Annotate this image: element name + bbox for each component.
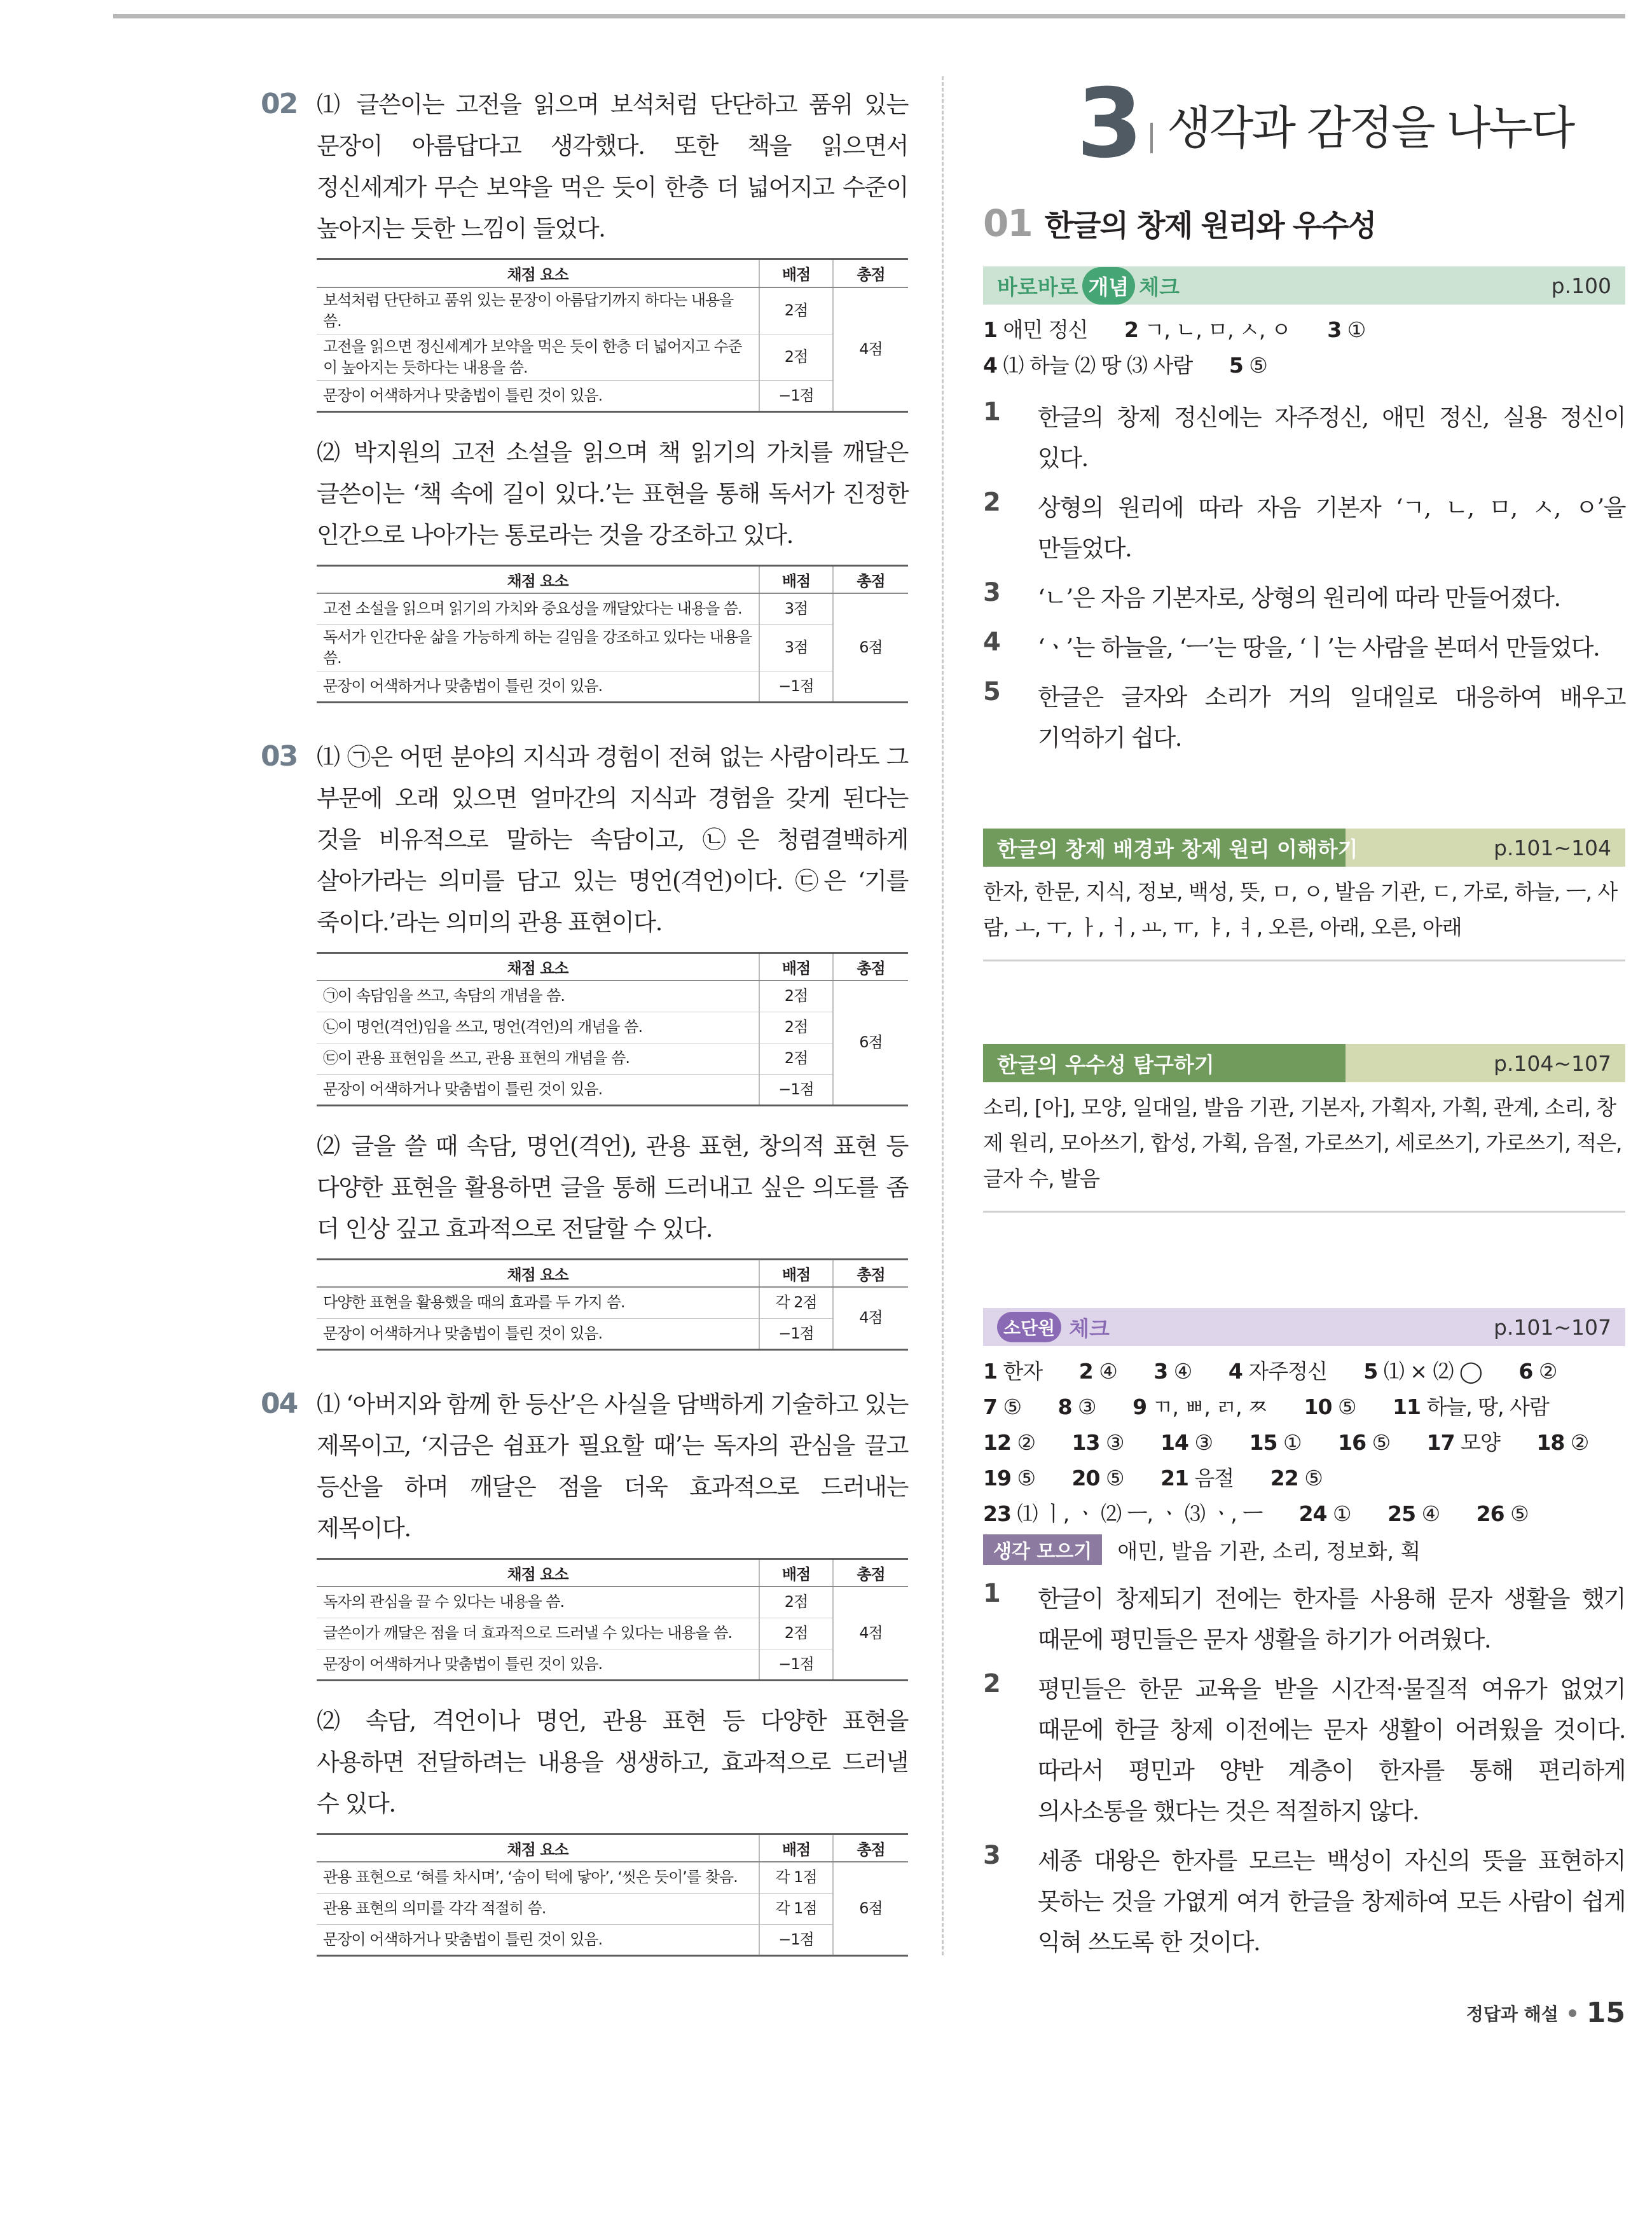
- answer-item: [1132, 1394, 1267, 1419]
- explanation-text: ‘ㄴ’은 자음 기본자로, 상형의 원리에 따라 만들어졌다.: [1038, 584, 1560, 612]
- answer-item: [983, 317, 1087, 342]
- answer-item: [1249, 1430, 1302, 1455]
- answer-number: 18: [1536, 1430, 1565, 1455]
- answer-number: 12: [983, 1430, 1011, 1455]
- scoring-table: 채점 요소 배점 총점 ㉠이 속담임을 쓰고, 속담의 개념을 씀. 2점 6점 ㉡이 명언(격언)임을 쓰고, 명언(격언)의 개념을 씀. 2점 ㉢이 관용 표현임을 쓰고, 관용 표현의 개념을 씀. 2점 문장이 어색하거나 맞춤법이 틀린 것이 있음. −1점: [317, 952, 908, 1106]
- answer-item: [1393, 1394, 1549, 1419]
- answer-text: ①: [1347, 317, 1366, 342]
- top-rule: [113, 14, 1625, 18]
- table-row: 문장이 어색하거나 맞춤법이 틀린 것이 있음. −1점: [317, 1924, 908, 1955]
- page-reference: p.101~107: [1493, 1314, 1611, 1340]
- answer-item: [983, 1430, 1035, 1455]
- topic-bar: 한글의 우수성 탐구하기 p.104~107: [983, 1044, 1625, 1082]
- answer-item: [1476, 1501, 1529, 1526]
- answer-item: [983, 353, 1192, 378]
- answer-number: 5: [1363, 1359, 1378, 1384]
- answer-text: ⑤: [1105, 1466, 1124, 1490]
- answer-number: 2: [1078, 1359, 1093, 1384]
- explanation-text: 세종 대왕은 한자를 모르는 백성이 자신의 뜻을 표현하지 못하는 것을 가엾게 여겨 한글을 창제하여 모든 사람이 쉽게 익혀 쓰도록 한 것이다.: [1038, 1847, 1625, 1956]
- answer-text: ①: [1333, 1501, 1351, 1526]
- explanation-item: [983, 628, 1625, 668]
- answer-list: [983, 1354, 1625, 1532]
- answer-text: ⑤: [1372, 1430, 1391, 1455]
- answer-paragraph: ⑵ 글을 쓸 때 속담, 명언(격언), 관용 표현, 창의적 표현 등 다양한 표현을 활용하면 글을 통해 드러내고 싶은 의도를 좀 더 인상 깊고 효과적으로 전달할 수 있다.: [317, 1132, 908, 1242]
- answer-text: ⑤: [1304, 1466, 1323, 1490]
- table-row: 문장이 어색하거나 맞춤법이 틀린 것이 있음. −1점: [317, 380, 908, 411]
- table-row: ㉡이 명언(격언)임을 쓰고, 명언(격언)의 개념을 씀. 2점: [317, 1012, 908, 1043]
- keyword-list: 한자, 한문, 지식, 정보, 백성, 뜻, ㅁ, ㅇ, 발음 기관, ㄷ, 가로, 하늘, ㅡ, 사람, ㅗ, ㅜ, ㅏ, ㅓ, ㅛ, ㅠ, ㅑ, ㅕ, 오른, 아래, 오른, 아래: [983, 874, 1625, 961]
- question-number: 03: [261, 740, 298, 773]
- chapter-title: 생각과 감정을 나누다: [1167, 101, 1574, 155]
- unit-bubble: 소단원: [997, 1312, 1061, 1342]
- answer-text: ④: [1173, 1359, 1192, 1384]
- page-reference: p.104~107: [1493, 1050, 1611, 1076]
- answer-number: 13: [1071, 1430, 1100, 1455]
- explanation-text: ‘ㆍ’는 하늘을, ‘ㅡ’는 땅을, ‘ㅣ’는 사람을 본떠서 만들었다.: [1038, 634, 1600, 661]
- answer-text: 음절: [1194, 1466, 1234, 1490]
- explanation-item: [983, 1841, 1625, 1963]
- table-row: 다양한 표현을 활용했을 때의 효과를 두 가지 씀. 각 2점 4점: [317, 1287, 908, 1318]
- answer-item: [1160, 1430, 1213, 1455]
- answer-text: 애민 정신: [1003, 317, 1088, 342]
- answer-item: [1153, 1359, 1192, 1384]
- answer-number: 1: [983, 1359, 997, 1384]
- explanation-text: 한글은 글자와 소리가 거의 일대일로 대응하여 배우고 기억하기 쉽다.: [1038, 684, 1625, 752]
- answer-item: [983, 1466, 1035, 1490]
- answer-text: 한자: [1003, 1359, 1043, 1384]
- answer-number: 7: [983, 1394, 997, 1419]
- answer-item: [1536, 1430, 1588, 1455]
- answer-item: [1079, 1359, 1117, 1384]
- answer-text: ③: [1194, 1430, 1213, 1455]
- column-divider: [942, 76, 944, 1955]
- unit-check-bar: 소단원 체크 p.101~107: [983, 1308, 1625, 1346]
- table-row: 문장이 어색하거나 맞춤법이 틀린 것이 있음. −1점: [317, 1649, 908, 1680]
- answer-item: [1327, 317, 1365, 342]
- answer-item: [1229, 1359, 1327, 1384]
- table-row: 보석처럼 단단하고 품위 있는 문장이 아름답기까지 하다는 내용을 씀. 2점 4점: [317, 287, 908, 334]
- table-row: 고전 소설을 읽으며 읽기의 가치와 중요성을 깨달았다는 내용을 씀. 3점 6점: [317, 593, 908, 624]
- question-03: [261, 736, 908, 1351]
- section-heading: [983, 202, 1625, 245]
- question-number: 02: [261, 88, 298, 120]
- explanation-item: [983, 488, 1625, 569]
- answer-text: ③: [1105, 1430, 1124, 1455]
- think-label: 생각 모으기: [983, 1534, 1102, 1565]
- explanation-number: 2: [983, 1669, 1001, 1698]
- answer-text: 모양: [1461, 1430, 1500, 1455]
- answer-item: [1427, 1430, 1500, 1455]
- answer-text: ②: [1538, 1359, 1557, 1384]
- section-number: 01: [983, 202, 1032, 245]
- answer-paragraph: ⑴ ㉠은 어떤 분야의 지식과 경험이 전혀 없는 사람이라도 그 부문에 오래 있으면 얼마간의 지식과 경험을 갖게 된다는 것을 비유적으로 말하는 속담이고, ㉡은 청렴결백하게 살아가라는 의미를 담고 있는 명언(격언)이다. ㉢은 ‘기를 죽이다.’라는 의미의 관용 표현이다.: [317, 743, 908, 936]
- explanation-item: [983, 397, 1625, 479]
- scoring-table: 채점 요소 배점 총점 보석처럼 단단하고 품위 있는 문장이 아름답기까지 하다는 내용을 씀. 2점 4점 고전을 읽으면 정신세계가 보약을 먹은 듯이 한층 더 넓어지고 수준이 높아지는 듯하다는 내용을 씀. 2점 문장이 어색하거나 맞춤법이 틀린 것이 있음. −1점: [317, 258, 908, 413]
- answer-number: 9: [1132, 1394, 1147, 1419]
- answer-item: [1387, 1501, 1440, 1526]
- explanation-item: [983, 1669, 1625, 1832]
- answer-number: 20: [1071, 1466, 1100, 1490]
- topic-bar: 한글의 창제 배경과 창제 원리 이해하기 p.101~104: [983, 829, 1625, 867]
- left-column: [261, 84, 908, 1990]
- answer-item: [1338, 1430, 1390, 1455]
- explanation-number: 4: [983, 628, 1001, 657]
- table-row: ㉠이 속담임을 쓰고, 속담의 개념을 씀. 2점 6점: [317, 981, 908, 1012]
- answer-item: [1363, 1359, 1482, 1384]
- answer-number: 22: [1270, 1466, 1298, 1490]
- answer-number: 4: [983, 353, 997, 378]
- scoring-table: 채점 요소 배점 총점 관용 표현으로 ‘혀를 차시며’, ‘숨이 턱에 닿아’, ‘씻은 듯이’를 찾음. 각 1점 6점 관용 표현의 의미를 각각 적절히 씀. 각 1점 문장이 어색하거나 맞춤법이 틀린 것이 있음. −1점: [317, 1833, 908, 1957]
- explanation-number: 3: [983, 1841, 1001, 1870]
- answer-item: [1072, 1466, 1124, 1490]
- answer-paragraph: ⑴ 글쓴이는 고전을 읽으며 보석처럼 단단하고 품위 있는 문장이 아름답다고 생각했다. 또한 책을 읽으면서 정신세계가 무슨 보약을 먹은 듯이 한층 더 넓어지고 수준이 높아지는 듯한 느낌이 들었다.: [317, 91, 908, 242]
- answer-paragraph: ⑴ ‘아버지와 함께 한 등산’은 사실을 담백하게 기술하고 있는 제목이고, ‘지금은 쉼표가 필요할 때’는 독자의 관심을 끌고 등산을 하며 깨달은 점을 더욱 효과적으로 드러내는 제목이다.: [317, 1390, 908, 1542]
- question-04: [261, 1384, 908, 1957]
- answer-text: ⑤: [1017, 1466, 1036, 1490]
- footer-dot: [1569, 2009, 1576, 2017]
- explanation-number: 1: [983, 397, 1001, 427]
- answer-item: [1072, 1430, 1124, 1455]
- answer-text: ③: [1078, 1394, 1096, 1419]
- answer-item: [1229, 353, 1267, 378]
- concept-bubble: 개념: [1082, 267, 1136, 305]
- think-text: 애민, 발음 기관, 소리, 정보화, 획: [1117, 1538, 1421, 1564]
- answer-text: ⑴ ㅣ, ㆍ ⑵ ㅡ, ㆍ ⑶ ㆍ, ㅡ: [1017, 1501, 1263, 1526]
- answer-text: ⑴ 하늘 ⑵ 땅 ⑶ 사람: [1003, 353, 1193, 378]
- page-number: 15: [1586, 1997, 1625, 2029]
- question-02: [261, 84, 908, 703]
- think-gather: [983, 1534, 1625, 1565]
- answer-text: ㄱ, ㄴ, ㅁ, ㅅ, ㅇ: [1144, 317, 1291, 342]
- scoring-table: 채점 요소 배점 총점 다양한 표현을 활용했을 때의 효과를 두 가지 씀. 각 2점 4점 문장이 어색하거나 맞춤법이 틀린 것이 있음. −1점: [317, 1258, 908, 1351]
- explanation-item: [983, 677, 1625, 759]
- answer-number: 10: [1304, 1394, 1332, 1419]
- table-row: 문장이 어색하거나 맞춤법이 틀린 것이 있음. −1점: [317, 1318, 908, 1349]
- answer-item: [1299, 1501, 1351, 1526]
- answer-number: 19: [983, 1466, 1011, 1490]
- explanation-number: 1: [983, 1579, 1001, 1608]
- section-title: 한글의 창제 원리와 우수성: [1044, 208, 1376, 244]
- answer-item: [1160, 1466, 1234, 1490]
- answer-number: 2: [1124, 317, 1138, 342]
- answer-number: 1: [983, 317, 997, 342]
- answer-text: ⑴ × ⑵ ◯: [1383, 1359, 1482, 1384]
- answer-list: [983, 312, 1625, 383]
- answer-number: 16: [1338, 1430, 1366, 1455]
- answer-text: ②: [1017, 1430, 1036, 1455]
- answer-number: 4: [1228, 1359, 1242, 1384]
- answer-item: [1304, 1394, 1356, 1419]
- page-footer: [1466, 1997, 1625, 2029]
- table-row: 독자의 관심을 끌 수 있다는 내용을 씀. 2점 4점: [317, 1586, 908, 1618]
- table-row: 문장이 어색하거나 맞춤법이 틀린 것이 있음. −1점: [317, 1074, 908, 1105]
- scoring-table: 채점 요소 배점 총점 고전 소설을 읽으며 읽기의 가치와 중요성을 깨달았다는 내용을 씀. 3점 6점 독서가 인간다운 삶을 가능하게 하는 길임을 강조하고 있다는 내용을 씀. 3점 문장이 어색하거나 맞춤법이 틀린 것이 있음. −1점: [317, 565, 908, 703]
- answer-text: ②: [1570, 1430, 1589, 1455]
- answer-paragraph: ⑵ 박지원의 고전 소설을 읽으며 책 읽기의 가치를 깨달은 글쓴이는 ‘책 속에 길이 있다.’는 표현을 통해 독서가 진정한 인간으로 나아가는 통로라는 것을 강조하고 있다.: [317, 438, 908, 549]
- page-reference: p.101~104: [1493, 835, 1611, 860]
- explanation-text: 한글이 창제되기 전에는 한자를 사용해 문자 생활을 했기 때문에 평민들은 문자 생활을 하기가 어려웠다.: [1038, 1585, 1625, 1653]
- answer-item: [983, 1394, 1021, 1419]
- table-row: 문장이 어색하거나 맞춤법이 틀린 것이 있음. −1점: [317, 671, 908, 702]
- footer-label: 정답과 해설: [1466, 2003, 1559, 2025]
- answer-item: [983, 1359, 1042, 1384]
- answer-text: ⑤: [1337, 1394, 1356, 1419]
- answer-item: [1270, 1466, 1323, 1490]
- answer-text: ④: [1099, 1359, 1117, 1384]
- answer-text: ㄲ, ㅃ, ㄺ, ㅉ: [1152, 1394, 1268, 1419]
- answer-text: ④: [1421, 1501, 1440, 1526]
- answer-item: [1518, 1359, 1557, 1384]
- answer-number: 24: [1298, 1501, 1327, 1526]
- answer-text: 자주정신: [1248, 1359, 1327, 1384]
- explanation-item: [983, 578, 1625, 619]
- answer-number: 5: [1229, 353, 1243, 378]
- explanation-number: 5: [983, 677, 1001, 706]
- answer-text: ⑤: [1003, 1394, 1022, 1419]
- chapter-divider: [1150, 123, 1153, 153]
- table-row: ㉢이 관용 표현임을 쓰고, 관용 표현의 개념을 씀. 2점: [317, 1043, 908, 1074]
- answer-text: ①: [1283, 1430, 1302, 1455]
- answer-text: 하늘, 땅, 사람: [1426, 1394, 1549, 1419]
- explanation-text: 평민들은 한문 교육을 받을 시간적·물질적 여유가 없었기 때문에 한글 창제 이전에는 문자 생활이 어려웠을 것이다. 따라서 평민과 양반 계층이 한자를 통해 편리하게 의사소통을 했다는 것은 적절하지 않다.: [1038, 1676, 1625, 1825]
- answer-number: 14: [1160, 1430, 1188, 1455]
- answer-number: 17: [1426, 1430, 1455, 1455]
- answer-number: 8: [1057, 1394, 1072, 1419]
- answer-number: 6: [1518, 1359, 1533, 1384]
- table-row: 고전을 읽으면 정신세계가 보약을 먹은 듯이 한층 더 넓어지고 수준이 높아지는 듯하다는 내용을 씀. 2점: [317, 334, 908, 380]
- answer-number: 26: [1476, 1501, 1504, 1526]
- chapter-heading: [983, 69, 1625, 179]
- explanation-number: 3: [983, 578, 1001, 607]
- table-row: 독서가 인간다운 삶을 가능하게 하는 길임을 강조하고 있다는 내용을 씀. 3점: [317, 624, 908, 671]
- answer-text: ⑤: [1249, 353, 1267, 378]
- answer-item: [983, 1501, 1262, 1526]
- concept-check-bar: 바로바로 개념 체크 p.100: [983, 266, 1625, 305]
- table-row: 관용 표현의 의미를 각각 적절히 씀. 각 1점: [317, 1893, 908, 1924]
- keyword-list: 소리, [아], 모양, 일대일, 발음 기관, 기본자, 가획자, 가획, 관계, 소리, 창제 원리, 모아쓰기, 합성, 가획, 음절, 가로쓰기, 세로쓰기, 가로쓰기, 적은, 글자 수, 발음: [983, 1090, 1625, 1213]
- answer-item: [1058, 1394, 1096, 1419]
- chapter-number: 3: [1077, 69, 1139, 179]
- answer-number: 11: [1393, 1394, 1421, 1419]
- answer-number: 23: [983, 1501, 1011, 1526]
- explanation-number: 2: [983, 488, 1001, 517]
- answer-text: ⑤: [1510, 1501, 1529, 1526]
- scoring-table: 채점 요소 배점 총점 독자의 관심을 끌 수 있다는 내용을 씀. 2점 4점 글쓴이가 깨달은 점을 더 효과적으로 드러낼 수 있다는 내용을 씀. 2점 문장이 어색하거나 맞춤법이 틀린 것이 있음. −1점: [317, 1558, 908, 1681]
- answer-number: 21: [1160, 1466, 1188, 1490]
- answer-item: [1124, 317, 1291, 342]
- explanation-list: [983, 397, 1625, 759]
- explanation-text: 한글의 창제 정신에는 자주정신, 애민 정신, 실용 정신이 있다.: [1038, 404, 1625, 472]
- answer-number: 25: [1387, 1501, 1416, 1526]
- explanation-item: [983, 1579, 1625, 1660]
- answer-number: 3: [1327, 317, 1342, 342]
- table-row: 글쓴이가 깨달은 점을 더 효과적으로 드러낼 수 있다는 내용을 씀. 2점: [317, 1618, 908, 1649]
- answer-number: 15: [1249, 1430, 1277, 1455]
- explanation-text: 상형의 원리에 따라 자음 기본자 ‘ㄱ, ㄴ, ㅁ, ㅅ, ㅇ’을 만들었다.: [1038, 494, 1625, 562]
- question-number: 04: [261, 1387, 298, 1420]
- answer-paragraph: ⑵ 속담, 격언이나 명언, 관용 표현 등 다양한 표현을 사용하면 전달하려는 내용을 생생하고, 효과적으로 드러낼 수 있다.: [317, 1707, 908, 1817]
- page-reference: p.100: [1551, 273, 1611, 298]
- explanation-list: [983, 1579, 1625, 1963]
- answer-number: 3: [1153, 1359, 1168, 1384]
- right-column: [983, 69, 1625, 1963]
- table-row: 관용 표현으로 ‘혀를 차시며’, ‘숨이 턱에 닿아’, ‘씻은 듯이’를 찾음. 각 1점 6점: [317, 1862, 908, 1893]
